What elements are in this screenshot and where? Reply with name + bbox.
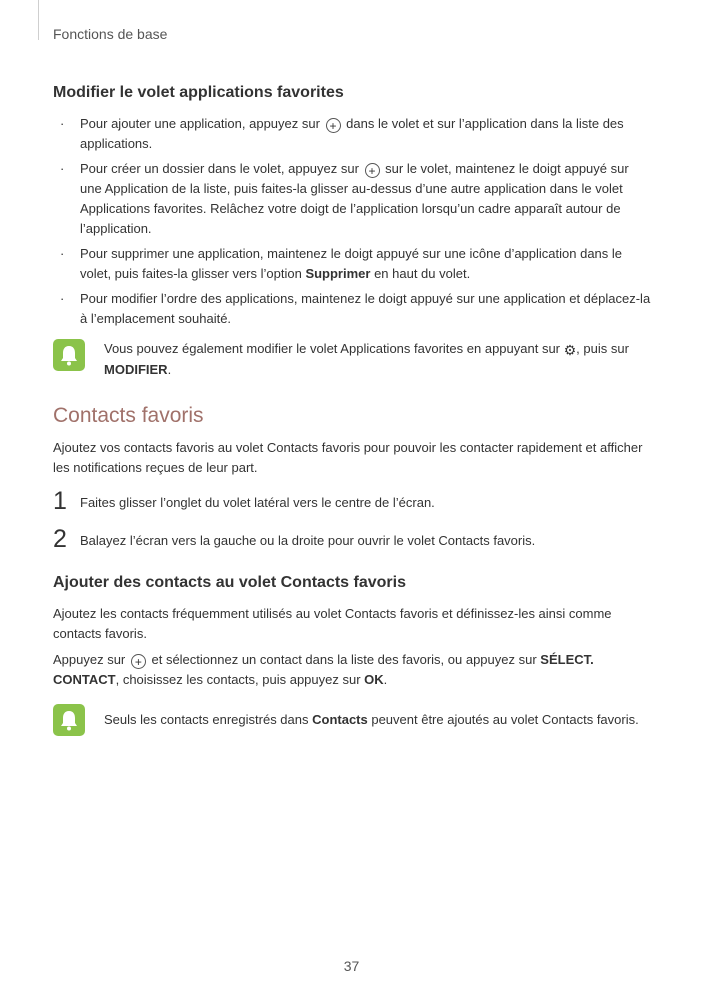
- step-2: [53, 526, 653, 552]
- step-number: 2: [53, 525, 67, 553]
- gear-icon: ⚙: [563, 342, 577, 358]
- note-text: Vous pouvez également modifier le volet Applications favorites en appuyant sur ⚙, puis sur MODIFIER.: [104, 341, 629, 377]
- list-item: · Pour ajouter une application, appuyez sur + dans le volet et sur l’application dans la liste des applications.: [60, 116, 624, 151]
- step-text: Faites glisser l’onglet du volet latéral vers le centre de l’écran.: [80, 495, 435, 510]
- note-favorite-apps: [53, 339, 653, 380]
- section-title-add-contacts: Ajouter des contacts au volet Contacts favoris: [53, 574, 406, 591]
- list-item: · Pour modifier l’ordre des applications, maintenez le doigt appuyé sur une application et déplacez-la à l’emplacement souhaité.: [60, 291, 651, 326]
- page-content: [53, 84, 653, 742]
- favorite-apps-bullet-list: [53, 114, 653, 329]
- step-number: 1: [53, 487, 67, 515]
- page-number: 37: [343, 958, 360, 974]
- running-header: Fonctions de base: [53, 26, 168, 42]
- bell-icon: [53, 704, 85, 736]
- note-favorite-contacts: [53, 704, 653, 736]
- add-contacts-instructions: Appuyez sur + et sélectionnez un contact dans la liste des favoris, ou appuyez sur SÉLECT. CONTACT, choisissez les contacts, puis appuyez sur OK.: [53, 652, 594, 687]
- list-item: · Pour supprimer une application, maintenez le doigt appuyé sur une icône d’application dans le volet, puis faites-la glisser vers l’option Supprimer en haut du volet.: [60, 246, 623, 281]
- step-text: Balayez l’écran vers la gauche ou la droite pour ouvrir le volet Contacts favoris.: [80, 533, 536, 548]
- bell-icon: [53, 339, 85, 371]
- favorite-contacts-intro: Ajoutez vos contacts favoris au volet Contacts favoris pour pouvoir les contacter rapidement et afficher les notifications reçues de leur part.: [53, 440, 643, 475]
- bullet-icon: ·: [60, 161, 65, 176]
- plus-icon: +: [131, 654, 146, 669]
- section-title-favorite-apps: Modifier le volet applications favorites: [53, 84, 344, 101]
- step-1: [53, 488, 653, 514]
- bullet-icon: ·: [60, 116, 65, 131]
- note-text: Seuls les contacts enregistrés dans Contacts peuvent être ajoutés au volet Contacts favoris.: [104, 712, 639, 727]
- bullet-icon: ·: [60, 246, 65, 261]
- plus-icon: +: [365, 163, 380, 178]
- header-rule: [38, 0, 39, 40]
- list-item: · Pour créer un dossier dans le volet, appuyez sur + sur le volet, maintenez le doigt appuyé sur une Application de la liste, puis faites-la glisser au-dessus d’une autre application dans le volet Applications favorites. Relâchez votre doigt de l’application lorsqu’un cadre apparaît autour de l’application.: [60, 161, 629, 236]
- plus-icon: +: [326, 118, 341, 133]
- bullet-icon: ·: [60, 291, 65, 306]
- add-contacts-paragraph: Ajoutez les contacts fréquemment utilisés au volet Contacts favoris et définissez-les ainsi comme contacts favoris.: [53, 606, 612, 641]
- section-title-favorite-contacts: Contacts favoris: [53, 404, 204, 427]
